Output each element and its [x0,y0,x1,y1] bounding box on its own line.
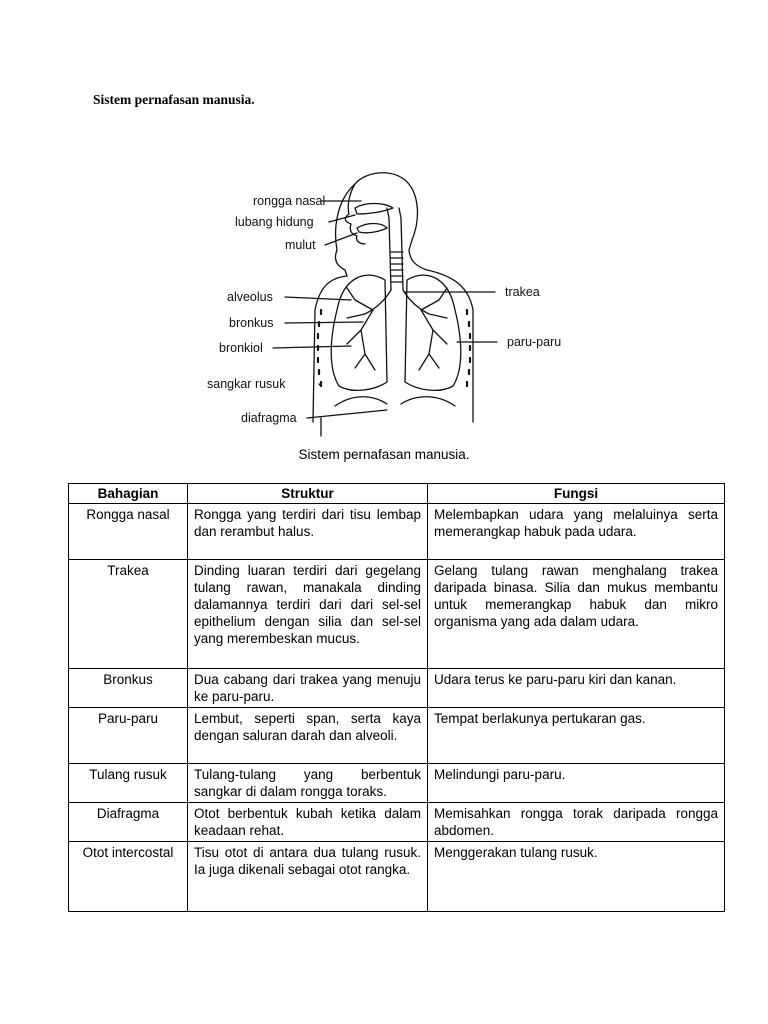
table-cell-structure: Tisu otot di antara dua tulang rusuk. Ia juga dikenali sebagai otot rangka. [188,842,428,912]
respiratory-parts-table [68,483,725,912]
table-cell-function: Gelang tulang rawan menghalang trakea daripada binasa. Silia dan mukus membantu untuk memerangkap habuk dan mikro organisma yang ada dalam udara. [428,560,725,669]
page-heading: Sistem pernafasan manusia. [93,92,255,107]
table-cell-structure: Dinding luaran terdiri dari gegelang tulang rawan, manakala dinding dalamannya terdiri dari dari sel-sel epithelium dengan silia dan sel-sel yang merembeskan mucus. [188,560,428,669]
column-header-struktur: Struktur [188,484,428,504]
table-cell-part: Rongga nasal [69,504,188,560]
table-cell-part: Trakea [69,560,188,669]
label-bronkus: bronkus [229,316,274,330]
table-cell-function: Menggerakan tulang rusuk. [428,842,725,912]
table-row [69,560,725,669]
figure-caption: Sistem pernafasan manusia. [298,447,470,462]
rib-cage [318,310,470,386]
respiratory-system-diagram [207,160,565,440]
label-trakea: trakea [505,285,540,299]
table-cell-function: Udara terus ke paru-paru kiri dan kanan. [428,669,725,708]
label-sangkar-rusuk: sangkar rusuk [207,377,286,391]
table-cell-part: Paru-paru [69,708,188,764]
table-row [69,708,725,764]
trachea-rings [391,252,403,282]
bronchus-right [403,288,447,370]
table-header-row [69,484,725,504]
table-cell-part: Tulang rusuk [69,764,188,803]
table-cell-part: Bronkus [69,669,188,708]
table-cell-function: Tempat berlakunya pertukaran gas. [428,708,725,764]
table-row [69,504,725,560]
leader-lines [273,201,497,436]
table-row [69,764,725,803]
column-header-bahagian: Bahagian [69,484,188,504]
table-cell-structure: Otot berbentuk kubah ketika dalam keadaan rehat. [188,803,428,842]
table-cell-part: Diafragma [69,803,188,842]
label-diafragma: diafragma [241,411,297,425]
table-cell-function: Memisahkan rongga torak daripada rongga abdomen. [428,803,725,842]
trachea-tube [387,208,403,290]
table-row [69,842,725,912]
label-lubang-hidung: lubang hidung [235,215,314,229]
column-header-fungsi: Fungsi [428,484,725,504]
label-paru-paru: paru-paru [507,335,562,349]
label-bronkiol: bronkiol [219,341,263,355]
table-cell-function: Melembapkan udara yang melaluinya serta memerangkap habuk pada udara. [428,504,725,560]
label-rongga-nasal: rongga nasal [253,194,326,208]
table-cell-structure: Lembut, seperti span, serta kaya dengan saluran darah dan alveoli. [188,708,428,764]
label-alveolus: alveolus [227,290,273,304]
table-row [69,669,725,708]
mouth-cavity-shape [357,224,387,233]
table-cell-structure: Dua cabang dari trakea yang menuju ke paru-paru. [188,669,428,708]
table-cell-structure: Tulang-tulang yang berbentuk sangkar di dalam rongga toraks. [188,764,428,803]
table-cell-function: Melindungi paru-paru. [428,764,725,803]
diaphragm-shape [335,397,455,406]
table-cell-part: Otot intercostal [69,842,188,912]
table-cell-structure: Rongga yang terdiri dari tisu lembap dan rerambut halus. [188,504,428,560]
label-mulut: mulut [285,238,316,252]
bronchus-left [347,288,391,370]
table-row [69,803,725,842]
respiratory-diagram-svg [207,160,565,440]
